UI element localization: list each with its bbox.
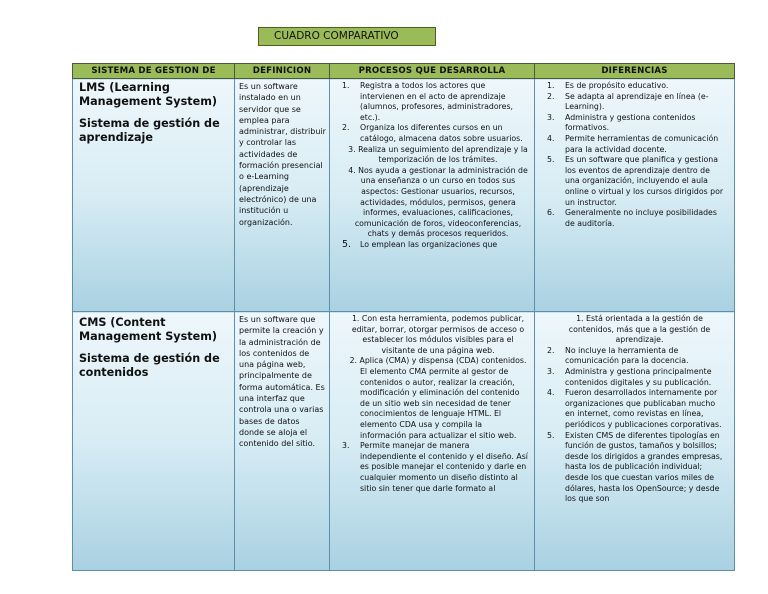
cms-definition-cell (235, 312, 330, 571)
list-item: 2. Organiza los diferentes cursos en un catálogo, almacena datos sobre usuarios. (342, 123, 523, 143)
header-differences: DIFERENCIAS (535, 64, 735, 79)
document-title: CUADRO COMPARATIVO (258, 27, 436, 46)
header-definition: DEFINICION (235, 64, 330, 79)
lms-differences-list (535, 79, 734, 229)
list-item: 4. Nos ayuda a gestionar la administración de una enseñanza o un curso en todos sus aspectos: Gestionar usuarios, recursos, actividades, módulos, permisos, genera informes, evaluaciones, calificaciones, comunicación de foros, videoconferencias, chats y demás procesos requeridos. (348, 165, 528, 239)
cms-definition: Es un software que permite la creación y la administración de los contenidos de una página web, principalmente de forma automática. Es una interfaz que controla una o varias bases de datos donde se aloja el contenido del sitio. (239, 315, 325, 449)
cms-processes-list (330, 312, 534, 494)
header-processes: PROCESOS QUE DESARROLLA (330, 64, 535, 79)
cms-spanish-name: Sistema de gestión de contenidos (79, 352, 220, 379)
list-item: 3. Administra y gestiona contenidos formativos. (547, 112, 696, 133)
cms-processes-cell (330, 312, 535, 571)
table-row-lms (73, 79, 735, 312)
list-item: 3. Realiza un seguimiento del aprendizaje y la temporización de los trámites. (348, 144, 528, 165)
cms-differences-cell (535, 312, 735, 571)
list-item: 6. Generalmente no incluye posibilidades de auditoría. (547, 208, 717, 228)
lms-differences-cell (535, 79, 735, 312)
list-item: El elemento CMA permite al gestor de contenidos o autor, realizar la creación, modificación y eliminación del contenido de un sitio web sin necesidad de tener conocimientos de lenguaje HTML. El elemento CDA usa y compila la información para actualizar el sitio web. (360, 366, 520, 440)
list-item: 2. Aplica (CMA) y dispensa (CDA) contenidos. (349, 356, 527, 366)
lms-system-cell (73, 79, 235, 312)
list-item: 1. Es de propósito educativo. (547, 81, 669, 90)
cms-system-cell (73, 312, 235, 571)
list-item: 3. Permite manejar de manera independiente el contenido y el diseño. Así es posible manejar el contenido y darle en cualquier momento un diseño distinto al sitio sin tener que darle formato al (342, 441, 528, 493)
header-row (73, 64, 735, 79)
lms-processes-list (330, 79, 534, 251)
list-item: 2. Se adapta al aprendizaje en línea (e-Learning). (547, 91, 709, 112)
list-item: 5. Es un software que planifica y gestiona los eventos de aprendizaje dentro de una organización, incluyendo el aula online o virtual y los cursos dirigidos por un instructor. (547, 155, 724, 207)
cms-name: CMS (Content Management System) (79, 316, 217, 343)
header-system: SISTEMA DE GESTION DE (73, 64, 235, 79)
lms-spanish-name: Sistema de gestión de aprendizaje (79, 117, 220, 144)
list-item: 4. Fueron desarrollados internamente por organizaciones que publicaban mucho en internet, como revistas en línea, periódicos y publicaciones corporativas. (547, 388, 722, 429)
list-item: 5. Existen CMS de diferentes tipologías en función de gustos, tamaños y bolsillos; desde los dirigidos a grandes empresas, hasta los de publicación individual; desde los que cuestan varios miles de dólares, hasta los OpenSource; y desde los que son (547, 430, 723, 504)
lms-processes-cell (330, 79, 535, 312)
cms-differences-list (535, 312, 734, 505)
lms-name: LMS (Learning Management System) (79, 81, 217, 108)
comparison-table (72, 63, 735, 571)
lms-definition-cell (235, 79, 330, 312)
list-item: 2. No incluye la herramienta de comunicación para la docencia. (547, 345, 689, 366)
table-row-cms (73, 312, 735, 571)
list-item: 4. Permite herramientas de comunicación para la actividad docente. (547, 133, 719, 154)
list-item: 5. Lo emplean las organizaciones que (342, 238, 498, 250)
list-item: 3. Administra y gestiona principalmente contenidos digitales y su publicación. (547, 366, 712, 387)
list-item: 1. Con esta herramienta, podemos publicar, editar, borrar, otorgar permisos de acceso o establecer los módulos visibles para el visitante de una página web. (351, 314, 525, 355)
list-item: 1. Registra a todos los actores que intervienen en el acto de aprendizaje (alumnos, profesores, administradores, etc.). (342, 81, 514, 122)
list-item: 1. Está orientada a la gestión de contenidos, más que a la gestión de aprendizaje. (568, 314, 711, 345)
lms-definition: Es un software instalado en un servidor que se emplea para administrar, distribuir y controlar las actividades de formación presencial o e-Learning (aprendizaje electrónico) de una institución u organización. (239, 82, 326, 227)
